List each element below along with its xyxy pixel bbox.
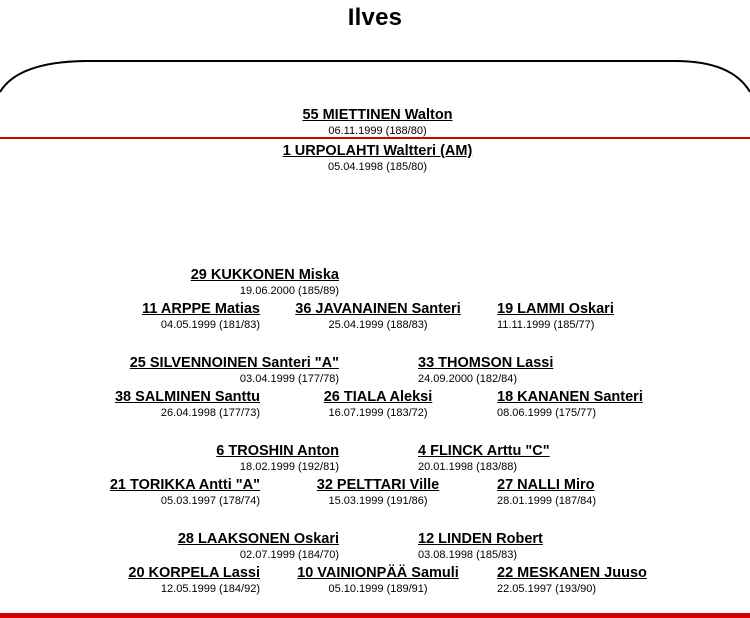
player-info: 20.01.1998 (183/88)	[418, 460, 518, 473]
player-card	[130, 532, 339, 561]
player-card	[497, 390, 697, 419]
player-card	[60, 478, 260, 507]
player-card	[278, 302, 478, 331]
goalie-2	[225, 144, 530, 173]
player-name[interactable]: 19 LAMMI Oskari	[497, 301, 614, 317]
player-info: 05.04.1998 (185/80)	[327, 160, 428, 173]
player-card	[278, 390, 478, 419]
player-name[interactable]: 11 ARPPE Matias	[142, 301, 260, 317]
player-name[interactable]: 36 JAVANAINEN Santeri	[295, 301, 461, 317]
player-info: 05.03.1997 (178/74)	[160, 494, 260, 507]
player-name[interactable]: 21 TORIKKA Antti "A"	[109, 477, 260, 493]
player-info: 03.04.1999 (177/78)	[239, 372, 339, 385]
player-card	[268, 566, 488, 595]
player-info: 04.05.1999 (181/83)	[160, 318, 260, 331]
player-info: 19.06.2000 (185/89)	[239, 284, 339, 297]
player-name[interactable]: 22 MESKANEN Juuso	[497, 565, 647, 581]
player-name[interactable]: 38 SALMINEN Santtu	[114, 389, 260, 405]
player-info: 12.05.1999 (184/92)	[160, 582, 260, 595]
player-name[interactable]: 25 SILVENNOINEN Santeri "A"	[129, 355, 339, 371]
player-name[interactable]: 18 KANANEN Santeri	[497, 389, 643, 405]
player-card	[70, 390, 260, 419]
player-info: 18.02.1999 (192/81)	[239, 460, 339, 473]
player-name[interactable]: 10 VAINIONPÄÄ Samuli	[297, 565, 459, 581]
player-info: 26.04.1998 (177/73)	[160, 406, 260, 419]
player-name[interactable]: 6 TROSHIN Anton	[216, 443, 339, 459]
rink-boards	[0, 61, 750, 92]
player-name[interactable]: 26 TIALA Aleksi	[323, 389, 433, 405]
player-name[interactable]: 33 THOMSON Lassi	[418, 355, 554, 371]
player-card	[418, 356, 638, 385]
player-card	[497, 302, 697, 331]
player-name[interactable]: 29 KUKKONEN Miska	[190, 267, 339, 283]
player-card	[418, 532, 638, 561]
player-name[interactable]: 27 NALLI Miro	[497, 477, 595, 493]
player-info: 05.10.1999 (189/91)	[328, 582, 428, 595]
player-name[interactable]: 28 LAAKSONEN Oskari	[177, 531, 339, 547]
player-card	[497, 478, 697, 507]
player-name[interactable]: 4 FLINCK Arttu "C"	[418, 443, 550, 459]
player-info: 24.09.2000 (182/84)	[418, 372, 518, 385]
player-name[interactable]: 12 LINDEN Robert	[418, 531, 543, 547]
player-card	[497, 566, 717, 595]
team-title: Ilves	[347, 4, 403, 31]
player-name[interactable]: 1 URPOLAHTI Waltteri (AM)	[282, 143, 473, 159]
player-info: 15.03.1999 (191/86)	[328, 494, 428, 507]
player-card	[70, 566, 260, 595]
player-info: 25.04.1999 (188/83)	[328, 318, 428, 331]
player-info: 11.11.1999 (185/77)	[497, 318, 595, 331]
player-info: 03.08.1998 (185/83)	[418, 548, 518, 561]
player-info: 02.07.1999 (184/70)	[239, 548, 339, 561]
player-info: 06.11.1999 (188/80)	[328, 124, 427, 137]
player-card	[130, 444, 339, 473]
player-name[interactable]: 55 MIETTINEN Walton	[302, 107, 453, 123]
player-name[interactable]: 32 PELTTARI Ville	[316, 477, 440, 493]
player-name[interactable]: 20 KORPELA Lassi	[128, 565, 260, 581]
player-card	[90, 356, 339, 385]
player-card	[90, 302, 260, 331]
player-card	[278, 478, 478, 507]
player-card	[150, 268, 339, 297]
player-info: 22.05.1997 (193/90)	[497, 582, 597, 595]
goalie-1	[225, 108, 530, 137]
player-info: 08.06.1999 (175/77)	[497, 406, 597, 419]
player-info: 16.07.1999 (183/72)	[328, 406, 428, 419]
player-card	[418, 444, 638, 473]
player-info: 28.01.1999 (187/84)	[497, 494, 597, 507]
